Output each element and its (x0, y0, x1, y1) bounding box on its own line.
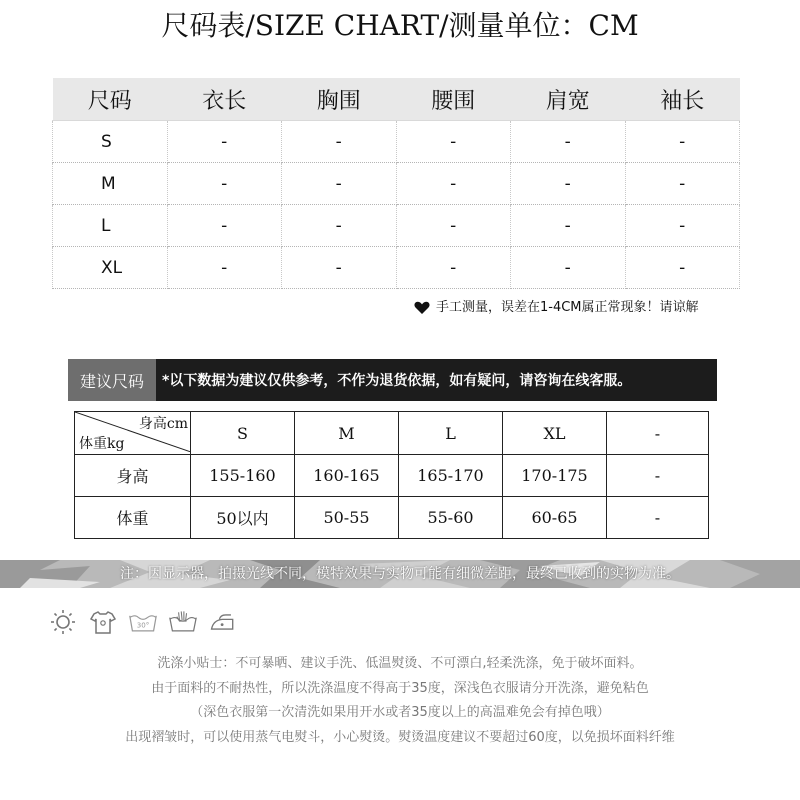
row-label: 身高 (75, 455, 191, 497)
table-cell: 55-60 (399, 497, 503, 539)
table-cell: - (511, 247, 626, 289)
table-cell: - (511, 205, 626, 247)
page-title: 尺码表/SIZE CHART/测量单位：CM (161, 9, 639, 42)
recommendation-note: *以下数据为建议仅供参考，不作为退货依据，如有疑问，请咨询在线客服。 (156, 359, 717, 401)
table-cell: - (511, 163, 626, 205)
table-row (53, 163, 740, 205)
table-cell: 160-165 (295, 455, 399, 497)
table-row (53, 205, 740, 247)
table-row (75, 412, 709, 455)
size-chart-table (52, 78, 740, 289)
care-text-line: 由于面料的不耐热性，所以洗涤温度不得高于35度，深浅色衣服请分开洗涤，避免粘色 (151, 681, 649, 696)
care-text-line: （深色衣服第一次清洗如果用开水或者35度以上的高温难免会有掉色哦） (190, 705, 610, 720)
row-label: 体重 (75, 497, 191, 539)
table-cell: - (167, 163, 282, 205)
size-chart-header-row (53, 78, 740, 121)
size-header: - (607, 412, 709, 455)
size-label: S (53, 121, 168, 163)
table-row (75, 455, 709, 497)
table-cell: - (625, 121, 740, 163)
table-cell: 155-160 (191, 455, 295, 497)
table-cell: - (607, 455, 709, 497)
height-axis-label: 身高cm (138, 416, 188, 432)
table-cell: - (396, 205, 511, 247)
care-text-line: 洗涤小贴士：不可暴晒、建议手洗、低温熨烫、不可漂白,轻柔洗涤，免于破坏面料。 (157, 656, 643, 671)
table-cell: - (625, 247, 740, 289)
table-cell: - (282, 247, 397, 289)
size-chart-header: 胸围 (282, 78, 397, 121)
table-cell: - (167, 247, 282, 289)
shirt-icon (88, 608, 118, 636)
weight-axis-label: 体重kg (79, 436, 125, 452)
measure-note-text: 手工测量，误差在1-4CM属正常现象！请谅解 (436, 300, 699, 315)
wash-temperature-label: 30° (136, 620, 150, 630)
hand-wash-icon (168, 608, 198, 636)
size-label: L (53, 205, 168, 247)
recommendation-table (74, 411, 709, 539)
recommendation-label: 建议尺码 (68, 359, 156, 401)
recommendation-header (68, 359, 717, 401)
size-header: M (295, 412, 399, 455)
table-cell: 50-55 (295, 497, 399, 539)
size-chart-header: 袖长 (625, 78, 740, 121)
care-icons (48, 608, 238, 636)
table-cell: - (282, 121, 397, 163)
size-header: XL (503, 412, 607, 455)
table-cell: - (282, 163, 397, 205)
table-cell: - (167, 121, 282, 163)
size-chart-header: 腰围 (396, 78, 511, 121)
size-label: M (53, 163, 168, 205)
iron-icon (208, 608, 238, 636)
table-cell: - (625, 205, 740, 247)
table-cell: - (167, 205, 282, 247)
size-chart-header: 衣长 (167, 78, 282, 121)
table-cell: - (396, 163, 511, 205)
sun-icon (48, 608, 78, 636)
table-cell: - (396, 247, 511, 289)
table-cell: - (607, 497, 709, 539)
size-chart-header: 肩宽 (511, 78, 626, 121)
wash-30-icon (128, 608, 158, 636)
table-cell: - (511, 121, 626, 163)
table-cell: 50以内 (191, 497, 295, 539)
table-cell: 170-175 (503, 455, 607, 497)
size-header: S (191, 412, 295, 455)
table-row (53, 121, 740, 163)
size-header: L (399, 412, 503, 455)
table-row (53, 247, 740, 289)
diagonal-header-cell (75, 412, 191, 455)
table-row (75, 497, 709, 539)
table-cell: - (625, 163, 740, 205)
table-cell: - (396, 121, 511, 163)
heart-icon (414, 301, 430, 315)
measure-note (414, 296, 699, 315)
disclaimer-note: 注：因显示器，拍摄光线不同，模特效果与实物可能有细微差距，最终已收到的实物为准。 (120, 566, 680, 582)
table-cell: - (282, 205, 397, 247)
size-chart-header: 尺码 (53, 78, 168, 121)
care-text-line: 出现褶皱时，可以使用蒸气电熨斗，小心熨烫。熨烫温度建议不要超过60度，以免损坏面料纤维 (125, 730, 675, 745)
table-cell: 165-170 (399, 455, 503, 497)
size-label: XL (53, 247, 168, 289)
table-cell: 60-65 (503, 497, 607, 539)
